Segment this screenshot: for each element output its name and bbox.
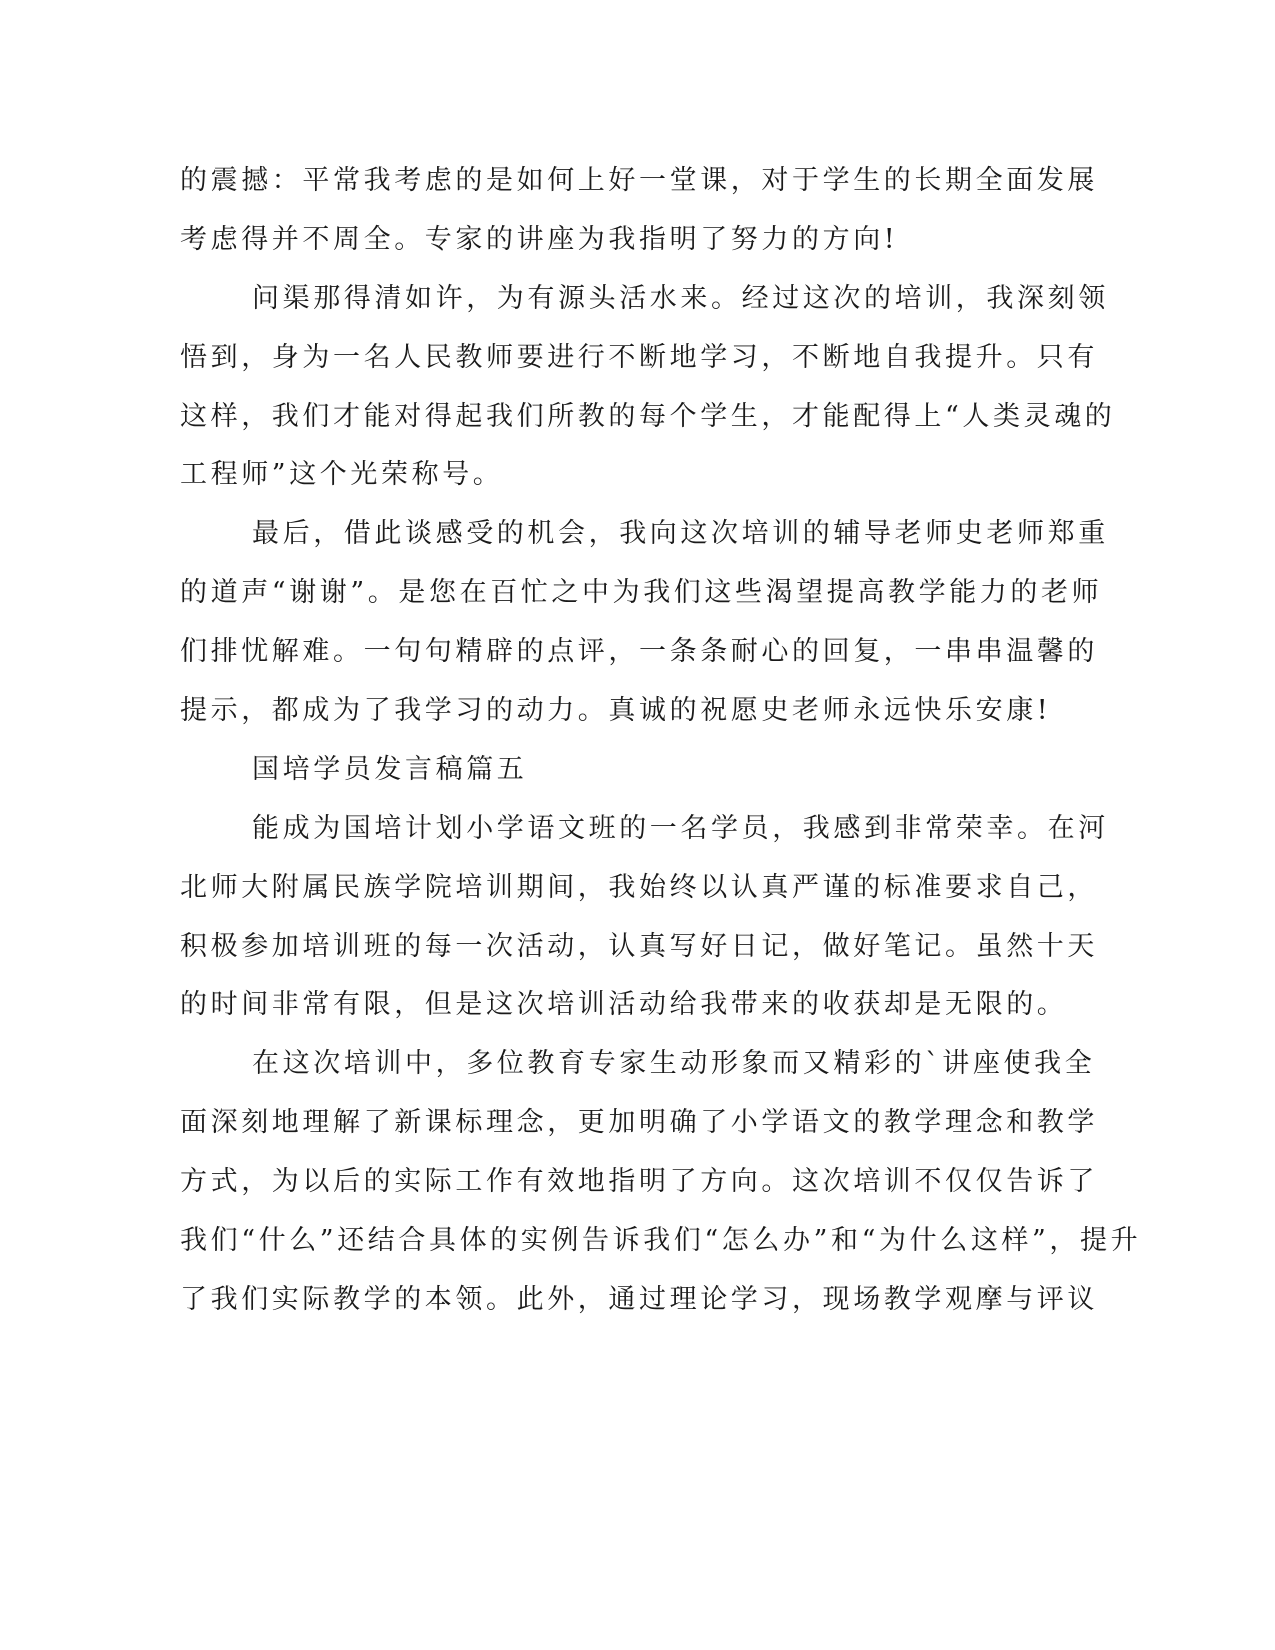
text-line: 北师大附属民族学院培训期间，我始终以认真严谨的标准要求自己， [180, 871, 1098, 903]
paragraph-start-line: 最后，借此谈感受的机会，我向这次培训的辅导老师史老师郑重 [252, 518, 1109, 550]
paragraph-start-line: 能成为国培计划小学语文班的一名学员，我感到非常荣幸。在河 [252, 812, 1109, 844]
document-body [180, 152, 1142, 1330]
text-line: 考虑得并不周全。专家的讲座为我指明了努力的方向! [180, 223, 899, 255]
text-line: 的道声“谢谢”。是您在百忙之中为我们这些渴望提高教学能力的老师 [180, 577, 1103, 609]
text-line: 工程师”这个光荣称号。 [180, 459, 504, 491]
paragraph-start-line: 问渠那得清如许，为有源头活水来。经过这次的培训，我深刻领 [252, 282, 1109, 314]
text-line: 积极参加培训班的每一次活动，认真写好日记，做好笔记。虽然十天 [180, 930, 1098, 962]
text-line: 方式，为以后的实际工作有效地指明了方向。这次培训不仅仅告诉了 [180, 1166, 1098, 1198]
text-line: 面深刻地理解了新课标理念，更加明确了小学语文的教学理念和教学 [180, 1107, 1098, 1139]
text-line: 提示，都成为了我学习的动力。真诚的祝愿史老师永远快乐安康! [180, 695, 1052, 727]
text-line: 悟到，身为一名人民教师要进行不断地学习，不断地自我提升。只有 [180, 341, 1098, 373]
section-heading: 国培学员发言稿篇五 [252, 753, 528, 785]
text-line: 我们“什么”还结合具体的实例告诉我们“怎么办”和“为什么这样”，提升 [180, 1225, 1142, 1257]
paragraph-start-line: 在这次培训中，多位教育专家生动形象而又精彩的`讲座使我全 [252, 1048, 1096, 1080]
text-line: 这样，我们才能对得起我们所教的每个学生，才能配得上“人类灵魂的 [180, 400, 1116, 432]
text-line: 们排忧解难。一句句精辟的点评，一条条耐心的回复，一串串温馨的 [180, 636, 1098, 668]
text-line: 的震撼：平常我考虑的是如何上好一堂课，对于学生的长期全面发展 [180, 165, 1098, 196]
text-line: 的时间非常有限，但是这次培训活动给我带来的收获却是无限的。 [180, 989, 1068, 1021]
text-line: 了我们实际教学的本领。此外，通过理论学习，现场教学观摩与评议 [180, 1283, 1098, 1315]
